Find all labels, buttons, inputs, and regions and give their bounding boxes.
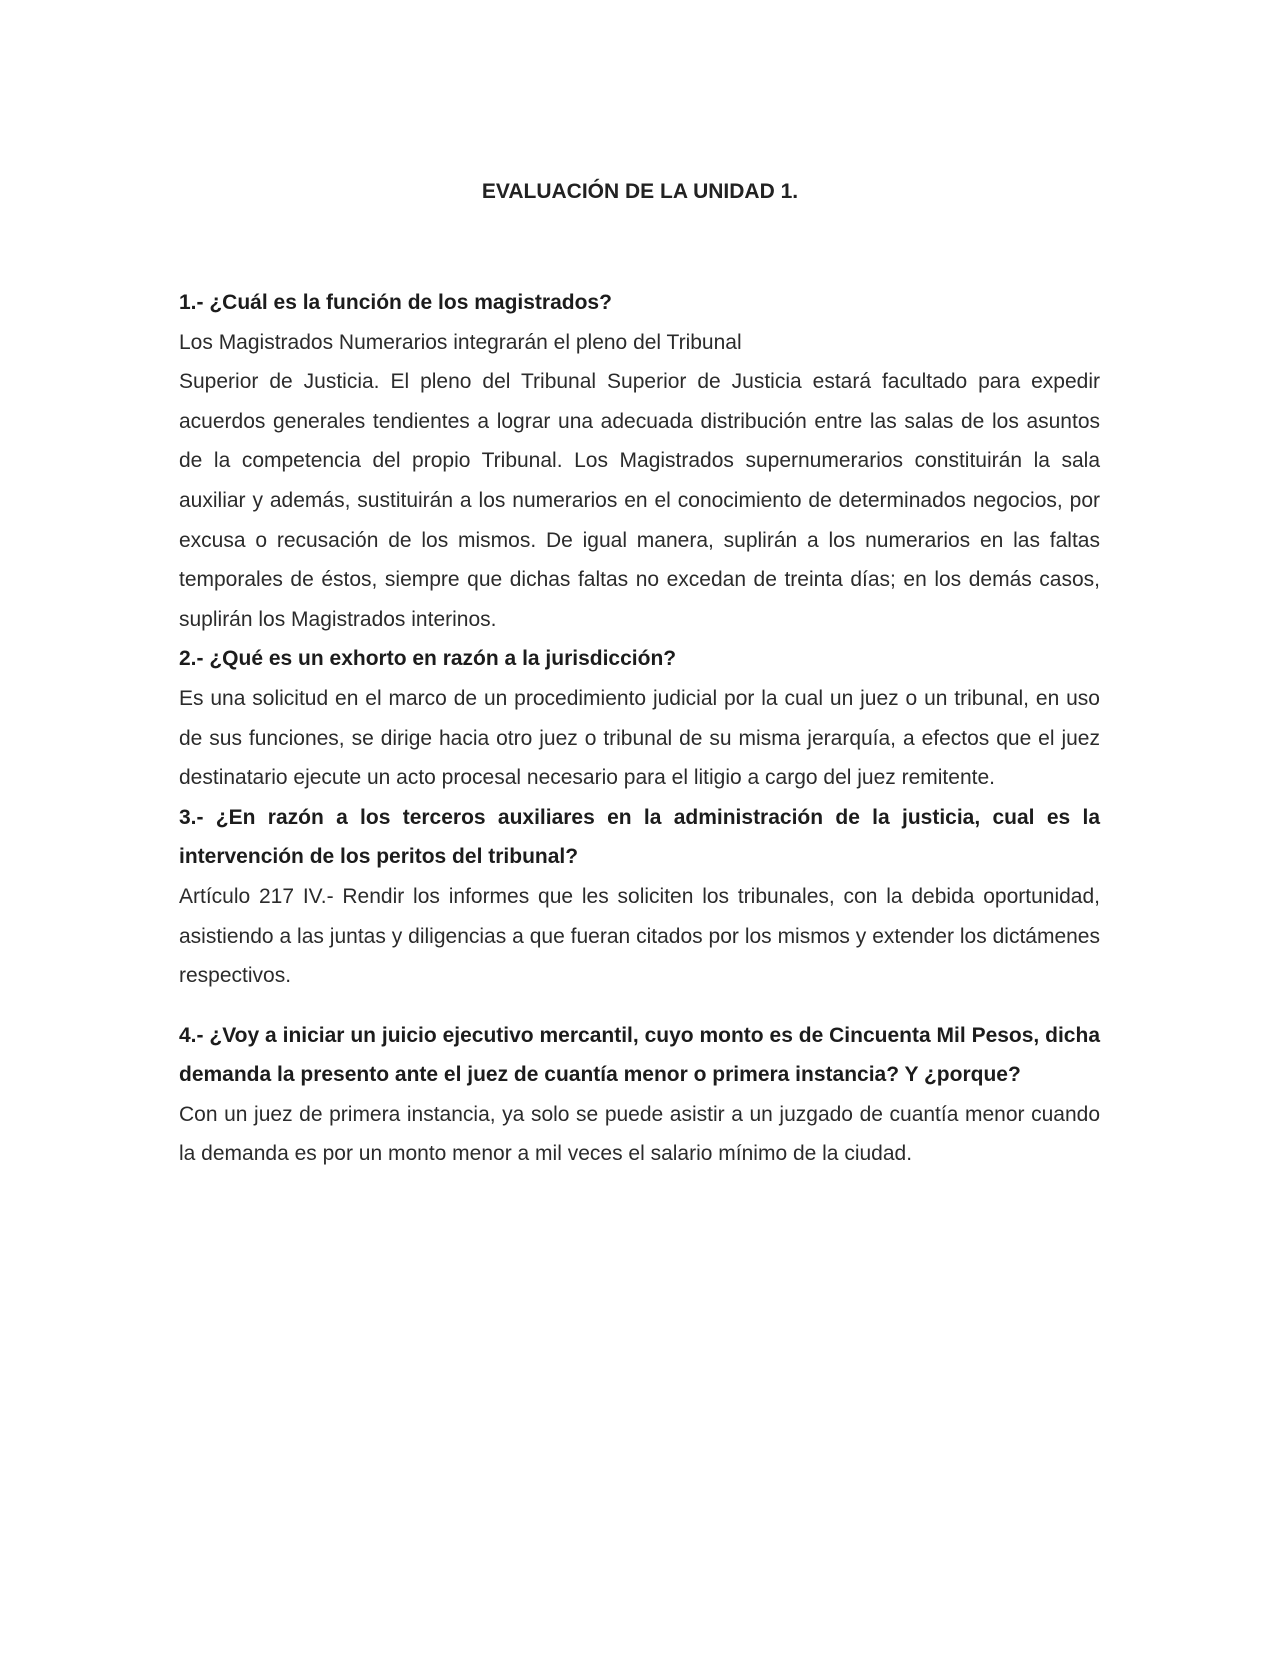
answer-2: Es una solicitud en el marco de un procedimiento judicial por la cual un juez o un tribunal, en uso de sus funciones, se dirige hacia otro juez o tribunal de su misma jerarquía, a efectos que el juez destinatario ejecute un acto procesal necesario para el litigio a cargo del juez remitente. [179, 686, 1100, 790]
answer-4: Con un juez de primera instancia, ya solo se puede asistir a un juzgado de cuantía menor cuando la demanda es por un monto menor a mil veces el salario mínimo de la ciudad. [179, 1102, 1100, 1166]
answer-1-line-1: Los Magistrados Numerarios integrarán el pleno del Tribunal [179, 330, 742, 354]
question-4: 4.- ¿Voy a iniciar un juicio ejecutivo mercantil, cuyo monto es de Cincuenta Mil Pesos, dicha demanda la presento ante el juez de cuantía menor o primera instancia? Y ¿porque? [179, 1023, 1100, 1087]
answer-3: Artículo 217 IV.- Rendir los informes que les soliciten los tribunales, con la debida oportunidad, asistiendo a las juntas y diligencias a que fueran citados por los mismos y extender los dictámenes respectivos. [179, 884, 1100, 988]
document-title: EVALUACIÓN DE LA UNIDAD 1. [481, 180, 799, 203]
document-body [179, 283, 1100, 1174]
paragraph-spacer [179, 996, 1100, 1016]
question-3: 3.- ¿En razón a los terceros auxiliares en la administración de la justicia, cual es la intervención de los peritos del tribunal? [179, 805, 1100, 869]
question-2: 2.- ¿Qué es un exhorto en razón a la jurisdicción? [179, 647, 677, 671]
answer-1: Superior de Justicia. El pleno del Tribunal Superior de Justicia estará facultado para expedir acuerdos generales tendientes a lograr una adecuada distribución entre las salas de los asuntos de la competencia del propio Tribunal. Los Magistrados supernumerarios constituirán la sala auxiliar y además, sustituirán a los numerarios en el conocimiento de determinados negocios, por excusa o recusación de los mismos. De igual manera, suplirán a los numerarios en las faltas temporales de éstos, siempre que dichas faltas no excedan de treinta días; en los demás casos, suplirán los Magistrados interinos. [179, 370, 1100, 631]
question-1: 1.- ¿Cuál es la función de los magistrados? [179, 291, 612, 314]
